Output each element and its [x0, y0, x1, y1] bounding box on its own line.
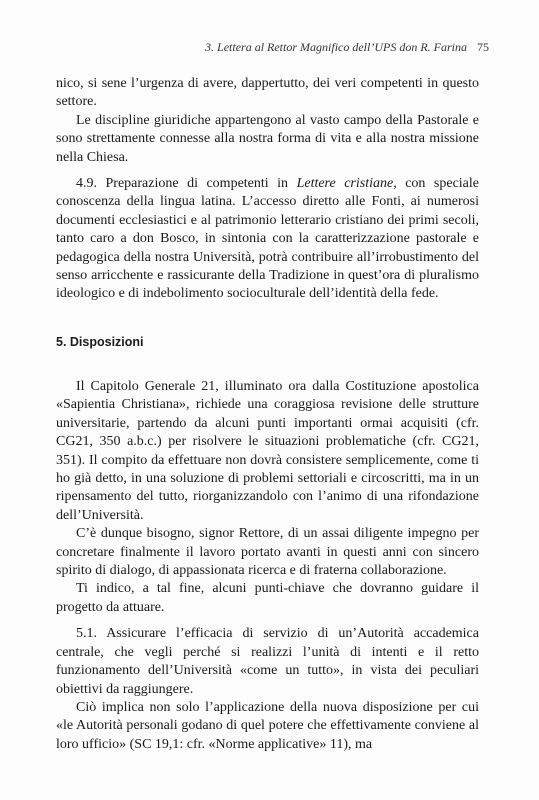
paragraph-key-points: Ti indico, a tal fine, alcuni punti-chiave che dovranno guidare il progetto da attuare. [56, 581, 479, 615]
paragraph-5-1: 5.1. Assicurare l’efficacia di servizio di un’Autorità accademica centrale, che vegli perché si realizzi l’unità di intenti e il retto funzionamento dell’Università «come un tutto», in vista dei peculiari obiettivi da raggiungere. [56, 626, 479, 697]
page-number: 75 [477, 40, 489, 54]
text-block-top [56, 75, 479, 304]
paragraph-4-9-body: con speciale conoscenza della lingua latina. L’accesso diretto alle Fonti, ai numerosi documenti ecclesiastici e al patrimonio letterario cristiano dei primi secoli, tanto caro a don Bosco, in sintonia con la caratterizzazione pastorale e pedagogica della nostra Università, potrà contribuire all’irrobustimento del senso arricchente e rassicurante della Tradizione in quest’ora di pluralismo ideologico e di indebolimento socioculturale dell’identità della fede. [56, 176, 479, 302]
section-heading: 5. Disposizioni [56, 335, 144, 349]
paragraph-4-9-emphasis: Lettere cristiane, [296, 176, 397, 192]
paragraph-4-9-lead: 4.9. Preparazione di competenti in [76, 176, 297, 192]
running-header [205, 40, 489, 55]
running-title: 3. Lettera al Rettor Magnifico dell’UPS don R. Farina [205, 40, 467, 54]
paragraph-continuation: nico, si sene l’urgenza di avere, dappertutto, dei veri competenti in questo settore. [56, 76, 479, 110]
paragraph-commitment: C’è dunque bisogno, signor Rettore, di un assai diligente impegno per concretare finalmente il lavoro portato avanti in questi anni con sincero spirito di dialogo, di appassionata ricerca e di fraterna collaborazione. [56, 526, 479, 579]
paragraph-implication: Ciò implica non solo l’applicazione della nuova disposizione per cui «le Autorità personali godano di quel potere che effettivamente conviene al loro ufficio» (SC 19,1: cfr. «Norme applicative» 11), ma [56, 699, 479, 752]
paragraph-4-9 [56, 175, 479, 304]
text-block-bottom [56, 378, 479, 754]
paragraph-juridical-disciplines: Le discipline giuridiche appartengono al vasto campo della Pastorale e sono strettamente connesse alla nostra forma di vita e alla nostra missione nella Chiesa. [56, 112, 479, 165]
paragraph-general-chapter: Il Capitolo Generale 21, illuminato ora dalla Costituzione apostolica «Sapientia Christiana», richiede una coraggiosa revisione delle strutture universitarie, partendo da alcuni punti importanti ormai acquisiti (cfr. CG21, 350 a.b.c.) per risolvere le situazioni problematiche (cfr. CG21, 351). Il compito da effettuare non dovrà consistere semplicemente, come ti ho già detto, in una soluzione di problemi settoriali e circoscritti, ma in un ripensamento del tutto, riorganizzandolo con l’animo di una rifondazione dell’Università. [56, 379, 479, 523]
